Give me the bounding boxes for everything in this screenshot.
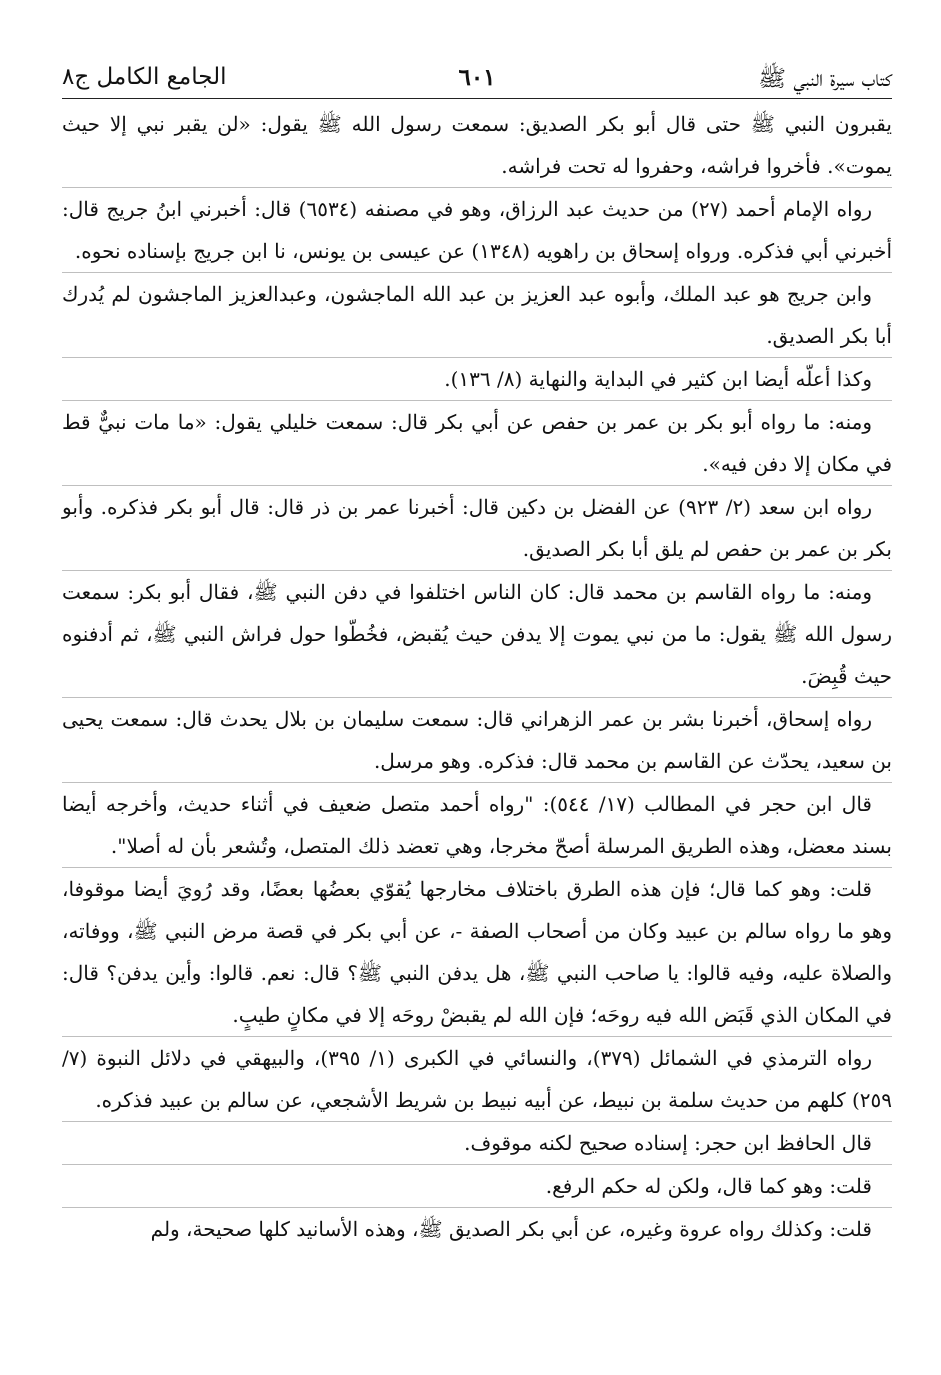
paragraph: قلت: وهو كما قال؛ فإن هذه الطرق باختلاف مخارجها يُقوّي بعضُها بعضًا، وقد رُويَ أيضا موقوفا، وهو ما رواه سالم بن عبيد وكان من أصحاب الصفة -، عن أبي بكر في قصة مرض النبي ﷺ، ووفاته، والصلاة عليه، وفيه قالوا: يا صاحب النبي ﷺ، هل يدفن النبي ﷺ؟ قال: نعم. قالوا: وأين يدفن؟ قال: في المكان الذي قَبَض الله فيه روحَه؛ فإن الله لم يقبضْ روحَه إلا في مكانٍ طيبٍ.: [62, 867, 892, 1036]
paragraph: ومنه: ما رواه أبو بكر بن عمر بن حفص عن أبي بكر قال: سمعت خليلي يقول: «ما مات نبيٌّ قط في مكان إلا دفن فيه».: [62, 400, 892, 485]
paragraph: رواه إسحاق، أخبرنا بشر بن عمر الزهراني قال: سمعت سليمان بن بلال يحدث قال: سمعت يحيى بن سعيد، يحدّث عن القاسم بن محمد قال: فذكره. وهو مرسل.: [62, 697, 892, 782]
paragraph: ومنه: ما رواه القاسم بن محمد قال: كان الناس اختلفوا في دفن النبي ﷺ، فقال أبو بكر: سمعت رسول الله ﷺ يقول: ما من نبي يموت إلا يدفن حيث يُقبض، فخُطّوا حول فراش النبي ﷺ، ثم أدفنوه حيث قُبِضَ.: [62, 570, 892, 697]
book-title: كتاب سيرة النبي ﷺ: [758, 66, 892, 92]
page-body: [62, 103, 892, 1250]
paragraph: وابن جريج هو عبد الملك، وأبوه عبد العزيز بن عبد الله الماجشون، وعبدالعزيز الماجشون لم يُدرك أبا بكر الصديق.: [62, 272, 892, 357]
document-page: [62, 52, 892, 1250]
paragraph: قال الحافظ ابن حجر: إسناده صحيح لكنه موقوف.: [62, 1121, 892, 1164]
work-title: الجامع الكامل ج٨: [62, 64, 227, 90]
paragraph: قلت: وهو كما قال، ولكن له حكم الرفع.: [62, 1164, 892, 1207]
paragraph: رواه الترمذي في الشمائل (٣٧٩)، والنسائي في الكبرى (١/ ٣٩٥)، والبيهقي في دلائل النبوة (٧/ ٢٥٩) كلهم من حديث سلمة بن نبيط، عن أبيه نبيط بن شريط الأشجعي، عن سالم بن عبيد فذكره.: [62, 1036, 892, 1121]
paragraph: قال ابن حجر في المطالب (١٧/ ٥٤٤): "رواه أحمد متصل ضعيف في أثناء حديث، وأخرجه أيضا بسند معضل، وهذه الطريق المرسلة أصحّ مخرجا، وهي تعضد ذلك المتصل، وتُشعر بأن له أصلا".: [62, 782, 892, 867]
page-header: [62, 52, 892, 98]
header-rule: [62, 98, 892, 99]
paragraph: يقبرون النبي ﷺ حتى قال أبو بكر الصديق: سمعت رسول الله ﷺ يقول: «لن يقبر نبي إلا حيث يموت». فأخروا فراشه، وحفروا له تحت فراشه.: [62, 112, 892, 178]
page-number: ٦٠١: [458, 64, 496, 91]
paragraph: رواه الإمام أحمد (٢٧) من حديث عبد الرزاق، وهو في مصنفه (٦٥٣٤) قال: أخبرني ابنُ جريج قال: أخبرني أبي فذكره. ورواه إسحاق بن راهويه (١٣٤٨) عن عيسى بن يونس، نا ابن جريج بإسناده نحوه.: [62, 187, 892, 272]
paragraph: قلت: وكذلك رواه عروة وغيره، عن أبي بكر الصديق ﷺ، وهذه الأسانيد كلها صحيحة، ولم: [62, 1207, 892, 1250]
paragraph: رواه ابن سعد (٢/ ٩٢٣) عن الفضل بن دكين قال: أخبرنا عمر بن ذر قال: قال أبو بكر فذكره. وأبو بكر بن عمر بن حفص لم يلق أبا بكر الصديق.: [62, 485, 892, 570]
paragraph: وكذا أعلّه أيضا ابن كثير في البداية والنهاية (٨/ ١٣٦).: [62, 357, 892, 400]
